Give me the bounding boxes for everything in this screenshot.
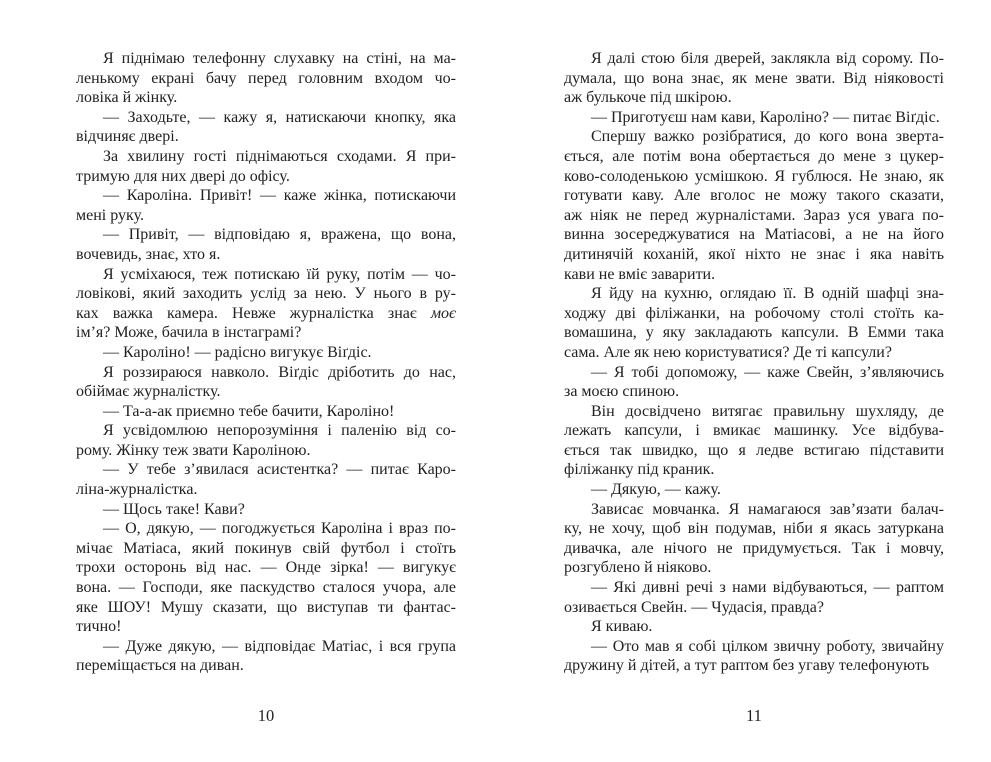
text-line: — Дуже дякую, — відповідає Матіас, і вся група	[103, 637, 456, 655]
page-right-number: 11	[746, 706, 762, 725]
text-line: озивається Свейн. — Чудасія, правда?	[564, 598, 825, 616]
text-line: вона. — Господи, яке паскудство сталося учора, але	[76, 579, 456, 597]
text-line: Я усвідомлюю непорозуміння і паленію від со-	[103, 422, 456, 440]
text-line: ленькому екрані бачу перед головним входом чо-	[76, 69, 456, 87]
paragraph	[76, 421, 456, 460]
text-line: переміщається на диван.	[76, 657, 244, 675]
text-line: тично!	[76, 618, 122, 636]
text-line: Я піднімаю телефонну слухавку на стіні, на ма-	[103, 50, 456, 67]
text-line: лежать капсули, і вмикає машинку. Усе відбува-	[564, 422, 944, 440]
page-left-number: 10	[257, 706, 275, 725]
text-line: ходжу дві філіжанки, на робочому столі стоїть ка-	[564, 304, 944, 322]
text-line: ліна-журналістка.	[76, 481, 198, 499]
paragraph	[564, 500, 944, 578]
text-line: ловікові, який заходить услід за нею. У нього в ру-	[76, 285, 456, 303]
text-line: — Приготуєш нам кави, Кароліно? — питає Віґдіс.	[591, 108, 940, 126]
page-right-text	[564, 49, 944, 676]
text-line: ловіка й жінку.	[76, 89, 178, 107]
paragraph	[76, 363, 456, 402]
text-line: за моєю спиною.	[564, 383, 680, 401]
text-line: — Щось таке! Кави?	[103, 500, 245, 518]
text-line: — Ото мав я собі цілком звичну роботу, звичайну	[591, 637, 944, 655]
text-line: — Привіт, — відповідаю я, вражена, що вона,	[103, 226, 456, 244]
text-line: готувати каву. Але вголос не можу такого сказати,	[564, 187, 944, 205]
text-line: обіймає журналістку.	[76, 383, 221, 401]
text-line: дивачка, але нічого не придумується. Так і мовчу,	[564, 539, 944, 557]
paragraph	[76, 186, 456, 225]
text-line: Я киваю.	[591, 618, 653, 636]
paragraph	[76, 500, 456, 520]
text-line: думала, що вона знає, як мене звати. Від ніяковості	[564, 69, 944, 87]
text-line: вочевидь, знає, хто я.	[76, 245, 221, 263]
text-line: ється, але потім вона обертається до мене з цукер-	[564, 147, 944, 165]
paragraph	[564, 617, 944, 637]
paragraph	[76, 225, 456, 264]
paragraph	[76, 147, 456, 186]
text-line: ку, не хочу, щоб він подумав, ніби я якась затуркана	[564, 520, 944, 538]
text-line: — У тебе з’явилася асистентка? — питає Каро-	[103, 461, 456, 479]
text-segment: ках важка камера. Невже журналістка знає	[76, 304, 431, 322]
text-line: аж булькоче під шкірою.	[564, 89, 732, 107]
text-line: За хвилину гості піднімаються сходами. Я при-	[103, 147, 456, 165]
text-line: — Кароліно! — радісно вигукує Віґдіс.	[103, 343, 372, 361]
text-line: винна зосереджуватися на Матіасові, а не на його	[564, 226, 944, 244]
paragraph	[564, 49, 944, 108]
text-line: ково-солоденькою усмішкою. Я гублюся. Не знаю, як	[564, 167, 944, 185]
text-line: кави не вміє заварити.	[564, 265, 716, 283]
text-line	[76, 304, 456, 324]
text-line: — Які дивні речі з нами відбуваються, — раптом	[591, 579, 944, 597]
text-line: — Я тобі допоможу, — каже Свейн, з’являючись	[591, 363, 944, 381]
paragraph	[564, 402, 944, 480]
text-line: філіжанку під краник.	[564, 461, 715, 479]
paragraph	[564, 108, 944, 128]
paragraph	[76, 519, 456, 637]
text-line: Зависає мовчанка. Я намагаюся зав’язати балач-	[591, 500, 944, 518]
text-line: розгублено й ніяково.	[564, 559, 712, 577]
text-line: ється так швидко, що я ледве встигаю підставити	[564, 441, 944, 459]
text-line: — О, дякую, — погоджується Кароліна і враз по-	[103, 520, 456, 538]
text-line: Я роззираюся навколо. Віґдіс дріботить до нас,	[103, 363, 456, 381]
text-line: мічає Матіаса, який покинув свій футбол і стоїть	[76, 539, 456, 557]
text-line: Я усміхаюся, теж потискаю їй руку, потім — чо-	[103, 265, 456, 283]
paragraph	[76, 265, 456, 343]
text-line: сама. Але як нею користуватися? Де ті капсули?	[564, 343, 892, 361]
text-line: яке ШОУ! Мушу сказати, що виступав ти фантас-	[76, 598, 456, 616]
text-line: ім’я? Може, бачила в інстаграмі?	[76, 324, 302, 342]
text-line: дитинячій коханій, якої ніхто не знає і яка навіть	[564, 245, 944, 263]
text-line: відчиняє двері.	[76, 128, 179, 146]
text-line: — Дякую, — кажу.	[591, 481, 721, 499]
paragraph	[564, 127, 944, 284]
text-line: аж ніяк не перед журналістами. Зараз уся увага по-	[564, 206, 944, 224]
paragraph	[76, 637, 456, 676]
text-line: Спершу важко розібратися, до кого вона зверта-	[591, 128, 944, 146]
text-line: Я далі стою біля дверей, заклякла від сорому. По-	[591, 50, 944, 67]
text-line: вомашина, у яку закладають капсули. В Емми така	[564, 324, 944, 342]
paragraph	[564, 284, 944, 362]
paragraph	[76, 49, 456, 108]
paragraph	[76, 343, 456, 363]
italic-text: моє	[430, 304, 456, 322]
text-line: тримую для них двері до офісу.	[76, 167, 290, 185]
text-line: трохи осторонь від нас. — Онде зірка! — вигукує	[76, 559, 456, 577]
text-line: — Заходьте, — кажу я, натискаючи кнопку, яка	[103, 108, 456, 126]
text-line: — Та-а-ак приємно тебе бачити, Кароліно!	[103, 402, 395, 420]
paragraph	[76, 460, 456, 499]
text-line: мені руку.	[76, 206, 144, 224]
text-line: дружину й дітей, а тут раптом без угаву телефонують	[564, 657, 930, 675]
paragraph	[564, 480, 944, 500]
page-left-text	[76, 49, 456, 676]
paragraph	[76, 108, 456, 147]
text-line: Він досвідчено витягає правильну шухляду, де	[591, 402, 944, 420]
paragraph	[564, 578, 944, 617]
paragraph	[564, 363, 944, 402]
paragraph	[76, 402, 456, 422]
paragraph	[564, 637, 944, 676]
text-line: Я йду на кухню, оглядаю її. В одній шафці зна-	[591, 285, 944, 303]
text-line: рому. Жінку теж звати Кароліною.	[76, 441, 311, 459]
text-line: — Кароліна. Привіт! — каже жінка, потискаючи	[103, 187, 456, 205]
